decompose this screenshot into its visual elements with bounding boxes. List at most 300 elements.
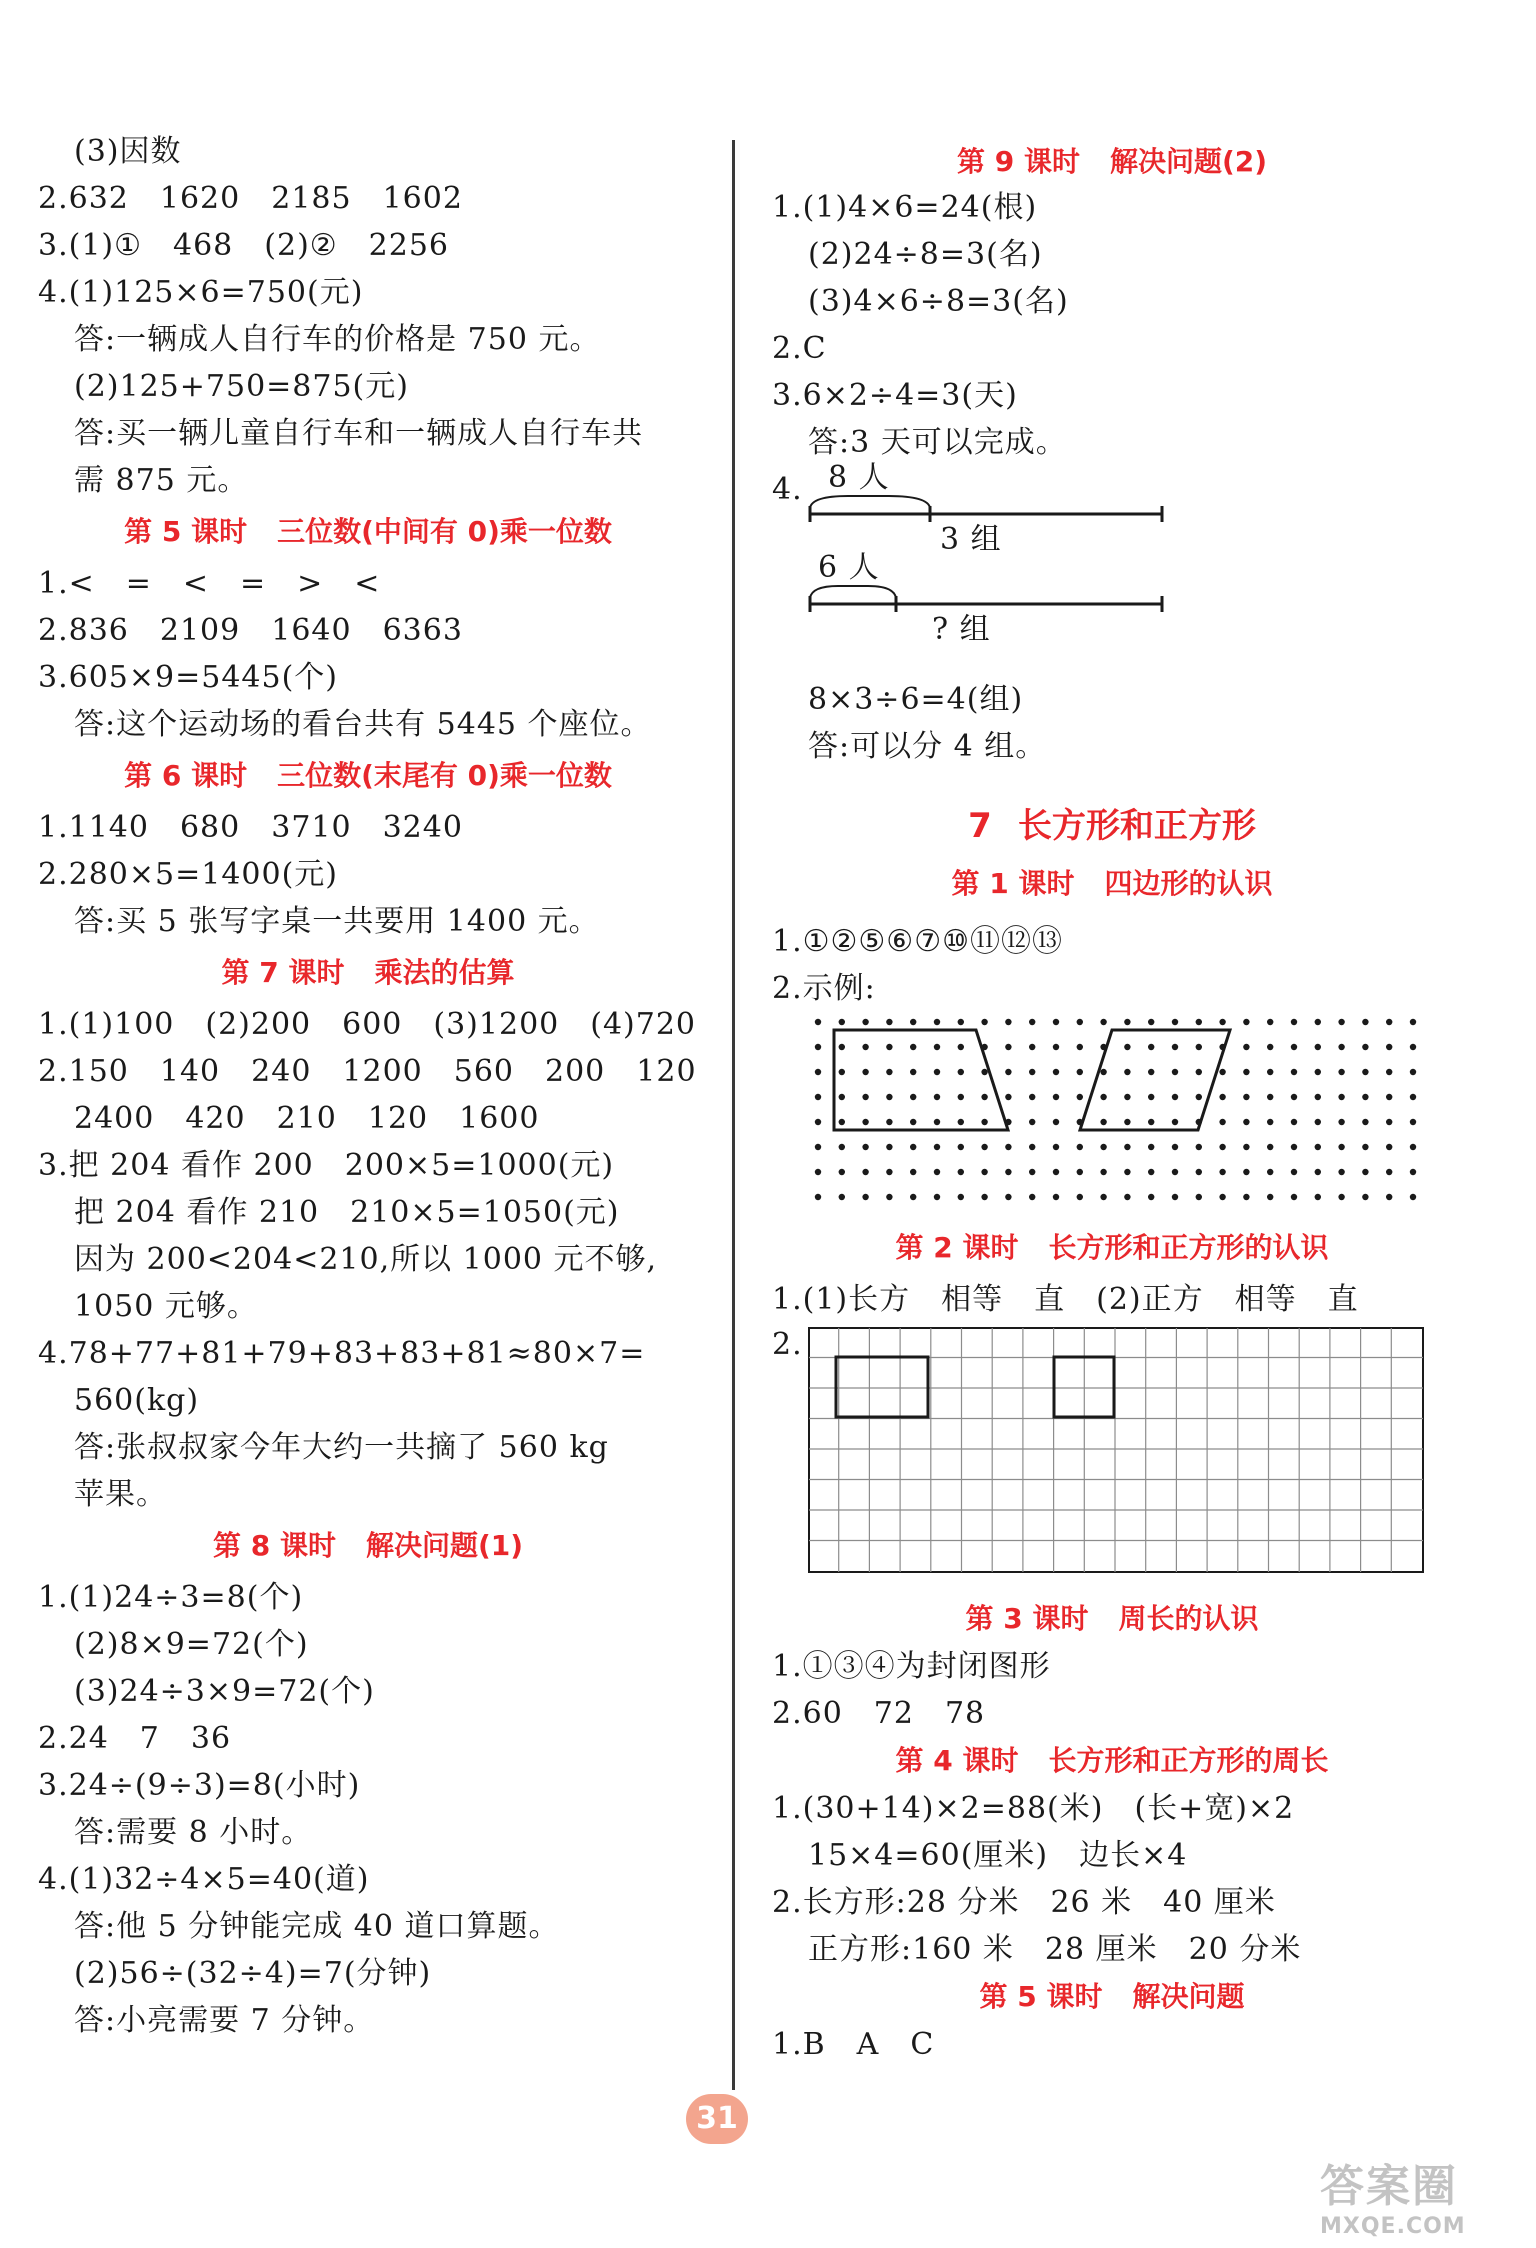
answer-line: 答:他 5 分钟能完成 40 道口算题。 bbox=[74, 1909, 560, 1944]
lesson-title: 三位数(中间有 0)乘一位数 bbox=[277, 515, 612, 548]
grid-dot bbox=[1410, 1119, 1416, 1125]
lesson-number: 第 1 课时 bbox=[951, 867, 1075, 900]
lesson-title: 乘法的估算 bbox=[374, 956, 515, 989]
grid-dot bbox=[934, 1044, 940, 1050]
grid-dot bbox=[862, 1194, 868, 1200]
answer-line: 答:3 天可以完成。 bbox=[808, 425, 1067, 460]
lesson-heading bbox=[772, 1595, 1452, 1643]
grid-dot bbox=[1243, 1069, 1249, 1075]
grid-dot bbox=[886, 1119, 892, 1125]
lesson-title: 四边形的认识 bbox=[1104, 867, 1273, 900]
grid-dot bbox=[1053, 1069, 1059, 1075]
answer-line: 需 875 元。 bbox=[74, 463, 249, 498]
grid-dot bbox=[1386, 1069, 1392, 1075]
grid-dot bbox=[862, 1144, 868, 1150]
grid-line-layer bbox=[809, 1328, 1423, 1572]
grid-dot bbox=[1410, 1194, 1416, 1200]
grid-dot bbox=[910, 1094, 916, 1100]
grid-dot bbox=[1338, 1019, 1344, 1025]
answer-line: 2.150 140 240 1200 560 200 120 bbox=[38, 1054, 697, 1089]
grid-dot bbox=[1219, 1144, 1225, 1150]
grid-dot bbox=[1005, 1194, 1011, 1200]
grid-dot bbox=[1267, 1044, 1273, 1050]
grid-dot bbox=[1267, 1069, 1273, 1075]
grid-dot bbox=[815, 1044, 821, 1050]
grid-dot bbox=[1386, 1119, 1392, 1125]
grid-dot bbox=[1053, 1169, 1059, 1175]
grid-dot bbox=[1291, 1019, 1297, 1025]
grid-dot bbox=[815, 1144, 821, 1150]
answer-line: 答:小亮需要 7 分钟。 bbox=[74, 2003, 375, 2038]
grid-dot bbox=[815, 1069, 821, 1075]
lesson-heading bbox=[772, 140, 1452, 184]
grid-dot bbox=[1029, 1144, 1035, 1150]
grid-dot bbox=[1077, 1019, 1083, 1025]
grid-dot bbox=[1029, 1044, 1035, 1050]
grid-dot bbox=[1219, 1194, 1225, 1200]
answer-line: 1.(30+14)×2=88(米) (长+宽)×2 bbox=[772, 1791, 1295, 1826]
grid-dot bbox=[1219, 1094, 1225, 1100]
grid-dot bbox=[1219, 1069, 1225, 1075]
grid-dot bbox=[1005, 1019, 1011, 1025]
answer-line: 2.632 1620 2185 1602 bbox=[38, 181, 463, 216]
answer-line: (2)56÷(32÷4)=7(分钟) bbox=[74, 1956, 432, 1991]
answer-line: 2.60 72 78 bbox=[772, 1696, 986, 1731]
grid-dot bbox=[958, 1169, 964, 1175]
grid-dot bbox=[1053, 1019, 1059, 1025]
lesson-number: 第 5 课时 bbox=[124, 515, 248, 548]
grid-dot bbox=[1362, 1044, 1368, 1050]
grid-dot bbox=[1148, 1119, 1154, 1125]
grid-dot bbox=[1100, 1019, 1106, 1025]
unit-title bbox=[772, 790, 1452, 862]
grid-dot bbox=[839, 1019, 845, 1025]
grid-dot bbox=[1291, 1094, 1297, 1100]
answer-line: (3)24÷3×9=72(个) bbox=[74, 1674, 375, 1709]
grid-dot bbox=[839, 1069, 845, 1075]
lesson-title: 解决问题(2) bbox=[1109, 145, 1268, 178]
answer-line: 2.280×5=1400(元) bbox=[38, 857, 338, 892]
grid-dot bbox=[1362, 1169, 1368, 1175]
answer-line: 3.24÷(9÷3)=8(小时) bbox=[38, 1768, 361, 1803]
lesson-title: 长方形和正方形的周长 bbox=[1048, 1744, 1329, 1777]
grid-dot bbox=[1005, 1094, 1011, 1100]
lesson-title: 解决问题 bbox=[1132, 1980, 1245, 2013]
answer-line: 答:一辆成人自行车的价格是 750 元。 bbox=[74, 322, 601, 357]
grid-dot bbox=[1196, 1094, 1202, 1100]
grid-dot bbox=[1386, 1144, 1392, 1150]
answer-line: 3.605×9=5445(个) bbox=[38, 660, 338, 695]
grid-dot bbox=[981, 1094, 987, 1100]
grid-dot bbox=[1243, 1044, 1249, 1050]
grid-dot bbox=[934, 1019, 940, 1025]
grid-dot bbox=[1243, 1119, 1249, 1125]
grid-dot bbox=[1386, 1094, 1392, 1100]
grid-dot bbox=[958, 1194, 964, 1200]
answer-line: 8×3÷6=4(组) bbox=[808, 682, 1024, 717]
grid-dot bbox=[934, 1194, 940, 1200]
grid-dot bbox=[1315, 1019, 1321, 1025]
unit-name: 长方形和正方形 bbox=[1017, 806, 1256, 846]
grid-dot bbox=[1267, 1194, 1273, 1200]
answer-line: 4.(1)125×6=750(元) bbox=[38, 275, 364, 310]
grid-dot bbox=[1386, 1019, 1392, 1025]
grid-dot bbox=[1291, 1044, 1297, 1050]
grid-dot bbox=[1219, 1169, 1225, 1175]
grid-dot bbox=[839, 1194, 845, 1200]
watermark-logo bbox=[1320, 2150, 1520, 2240]
grid-dot bbox=[1148, 1094, 1154, 1100]
grid-dot bbox=[1124, 1044, 1130, 1050]
grid-dot bbox=[910, 1019, 916, 1025]
right-column bbox=[772, 140, 1452, 2068]
grid-dot bbox=[1386, 1044, 1392, 1050]
grid-dot bbox=[886, 1044, 892, 1050]
grid-dot bbox=[1148, 1144, 1154, 1150]
grid-dot bbox=[958, 1044, 964, 1050]
grid-dot bbox=[1410, 1169, 1416, 1175]
grid-dot bbox=[1053, 1144, 1059, 1150]
answer-line: 答:张叔叔家今年大约一共摘了 560 kg bbox=[74, 1430, 609, 1465]
grid-dot bbox=[1029, 1194, 1035, 1200]
grid-dot bbox=[958, 1094, 964, 1100]
grid-dot bbox=[1053, 1194, 1059, 1200]
answer-line: 1.(1)4×6=24(根) bbox=[772, 190, 1038, 225]
grid-dot bbox=[1410, 1094, 1416, 1100]
grid-dot bbox=[1100, 1194, 1106, 1200]
unit-number: 7 bbox=[968, 806, 992, 846]
grid-dot bbox=[1077, 1044, 1083, 1050]
grid-dot bbox=[1172, 1094, 1178, 1100]
lesson-heading bbox=[772, 862, 1452, 906]
grid-dot bbox=[1243, 1144, 1249, 1150]
watermark-text: 答案圈 bbox=[1320, 2161, 1458, 2212]
lesson-number: 第 6 课时 bbox=[124, 759, 248, 792]
grid-dot bbox=[839, 1094, 845, 1100]
grid-dot bbox=[1243, 1019, 1249, 1025]
answer-line: 答:需要 8 小时。 bbox=[74, 1815, 313, 1850]
grid-dot bbox=[1291, 1144, 1297, 1150]
grid-dot bbox=[1172, 1119, 1178, 1125]
grid-dot bbox=[1077, 1169, 1083, 1175]
grid-dot bbox=[910, 1194, 916, 1200]
answer-line: 1.(1)100 (2)200 600 (3)1200 (4)720 bbox=[38, 1007, 696, 1042]
grid-dot bbox=[1148, 1044, 1154, 1050]
segment-diagram bbox=[772, 460, 1452, 676]
answer-line: 2.长方形:28 分米 26 米 40 厘米 bbox=[772, 1885, 1276, 1920]
grid-dot bbox=[1029, 1119, 1035, 1125]
grid-dot bbox=[1315, 1194, 1321, 1200]
grid-dot bbox=[910, 1169, 916, 1175]
square-grid-svg bbox=[808, 1327, 1428, 1577]
grid-dot bbox=[1196, 1169, 1202, 1175]
lesson-number: 第 3 课时 bbox=[965, 1602, 1089, 1635]
grid-dot bbox=[862, 1094, 868, 1100]
answer-line: 4.78+77+81+79+83+83+81≈80×7= bbox=[38, 1336, 646, 1371]
grid-dot bbox=[1100, 1094, 1106, 1100]
grid-dot bbox=[1053, 1119, 1059, 1125]
grid-dot bbox=[1124, 1144, 1130, 1150]
grid-dot bbox=[886, 1194, 892, 1200]
page-number-badge: 31 bbox=[686, 2094, 748, 2144]
answer-line: 把 204 看作 210 210×5=1050(元) bbox=[74, 1195, 620, 1230]
grid-dot bbox=[1124, 1119, 1130, 1125]
square-grid-block bbox=[772, 1327, 1452, 1581]
lesson-title: 长方形和正方形的认识 bbox=[1048, 1231, 1329, 1264]
grid-dot bbox=[934, 1069, 940, 1075]
grid-dot bbox=[1362, 1194, 1368, 1200]
answer-line: 1.1140 680 3710 3240 bbox=[38, 810, 463, 845]
grid-dot bbox=[1386, 1194, 1392, 1200]
grid-dot bbox=[1315, 1044, 1321, 1050]
grid-dot bbox=[1148, 1194, 1154, 1200]
lesson-title: 解决问题(1) bbox=[365, 1529, 524, 1562]
dot-layer bbox=[815, 1019, 1416, 1200]
grid-dot bbox=[1267, 1019, 1273, 1025]
grid-dot bbox=[1196, 1019, 1202, 1025]
grid-dot bbox=[1029, 1069, 1035, 1075]
answer-line: (2)125+750=875(元) bbox=[74, 369, 409, 404]
answer-line: 因为 200<204<210,所以 1000 元不够, bbox=[74, 1242, 658, 1277]
grid-dot bbox=[1100, 1144, 1106, 1150]
grid-dot bbox=[1338, 1144, 1344, 1150]
answer-line: 1050 元够。 bbox=[74, 1289, 258, 1324]
answer-line: 2400 420 210 120 1600 bbox=[74, 1101, 540, 1136]
square-grid-figure bbox=[808, 1327, 1452, 1581]
grid-dot bbox=[862, 1044, 868, 1050]
grid-dot bbox=[1386, 1169, 1392, 1175]
question-number: 4. bbox=[772, 472, 803, 507]
grid-dot bbox=[1267, 1094, 1273, 1100]
grid-dot bbox=[1338, 1044, 1344, 1050]
trapezoid-shape bbox=[834, 1030, 1008, 1130]
grid-dot bbox=[815, 1094, 821, 1100]
lesson-number: 第 7 课时 bbox=[221, 956, 345, 989]
answer-line: 2.836 2109 1640 6363 bbox=[38, 613, 463, 648]
grid-dot bbox=[1315, 1169, 1321, 1175]
grid-dot bbox=[1291, 1194, 1297, 1200]
grid-dot bbox=[910, 1044, 916, 1050]
grid-dot bbox=[1124, 1019, 1130, 1025]
grid-dot bbox=[1053, 1094, 1059, 1100]
grid-dot bbox=[1196, 1044, 1202, 1050]
grid-dot bbox=[1100, 1069, 1106, 1075]
lesson-heading bbox=[772, 1737, 1452, 1785]
answer-line: (3)因数 bbox=[74, 134, 182, 169]
grid-dot bbox=[1243, 1194, 1249, 1200]
grid-dot bbox=[1005, 1169, 1011, 1175]
grid-dot bbox=[1338, 1119, 1344, 1125]
answer-line: 2.C bbox=[772, 331, 827, 366]
answer-line: 答:买 5 张写字桌一共要用 1400 元。 bbox=[74, 904, 600, 939]
question-number: 2. bbox=[772, 1327, 803, 1362]
answer-line: 1.B A C bbox=[772, 2027, 935, 2062]
answer-line: 答:可以分 4 组。 bbox=[808, 729, 1047, 764]
grid-dot bbox=[1172, 1194, 1178, 1200]
grid-dot bbox=[886, 1169, 892, 1175]
grid-dot bbox=[934, 1169, 940, 1175]
label-3-groups: 3 组 bbox=[940, 522, 1002, 557]
answer-line: (2)8×9=72(个) bbox=[74, 1627, 309, 1662]
answer-line: 560(kg) bbox=[74, 1383, 200, 1418]
lesson-number: 第 9 课时 bbox=[956, 145, 1080, 178]
grid-dot bbox=[1005, 1069, 1011, 1075]
grid-dot bbox=[1077, 1194, 1083, 1200]
grid-dot bbox=[934, 1144, 940, 1150]
grid-dot bbox=[1362, 1019, 1368, 1025]
grid-dot bbox=[1362, 1119, 1368, 1125]
lesson-number: 第 8 课时 bbox=[212, 1529, 336, 1562]
grid-dot bbox=[981, 1069, 987, 1075]
grid-dot bbox=[1219, 1019, 1225, 1025]
grid-dot bbox=[1291, 1119, 1297, 1125]
answer-line: 答:买一辆儿童自行车和一辆成人自行车共 bbox=[74, 416, 644, 451]
answer-line: 4.(1)32÷4×5=40(道) bbox=[38, 1862, 370, 1897]
answer-line: 2.24 7 36 bbox=[38, 1721, 232, 1756]
grid-dot bbox=[934, 1119, 940, 1125]
grid-dot bbox=[839, 1119, 845, 1125]
label-6-people: 6 人 bbox=[818, 550, 880, 585]
grid-dot bbox=[1124, 1069, 1130, 1075]
grid-dot bbox=[1124, 1094, 1130, 1100]
grid-dot bbox=[1315, 1094, 1321, 1100]
answer-line: 15×4=60(厘米) 边长×4 bbox=[808, 1838, 1188, 1873]
grid-dot bbox=[1315, 1069, 1321, 1075]
grid-dot bbox=[1029, 1019, 1035, 1025]
lesson-heading bbox=[38, 748, 698, 804]
answer-line: 3.6×2÷4=3(天) bbox=[772, 378, 1018, 413]
grid-dot bbox=[1100, 1169, 1106, 1175]
grid-dot bbox=[815, 1169, 821, 1175]
lesson-title: 三位数(末尾有 0)乘一位数 bbox=[277, 759, 612, 792]
grid-dot bbox=[1172, 1044, 1178, 1050]
grid-dot bbox=[1243, 1094, 1249, 1100]
grid-dot bbox=[1005, 1144, 1011, 1150]
lesson-title: 周长的认识 bbox=[1118, 1602, 1259, 1635]
grid-dot bbox=[1338, 1094, 1344, 1100]
grid-dot bbox=[981, 1194, 987, 1200]
grid-dot bbox=[815, 1119, 821, 1125]
grid-dot bbox=[886, 1144, 892, 1150]
grid-dot bbox=[981, 1144, 987, 1150]
left-column bbox=[38, 128, 698, 2044]
answer-line: 3.把 204 看作 200 200×5=1000(元) bbox=[38, 1148, 615, 1183]
grid-dot bbox=[1267, 1169, 1273, 1175]
grid-dot bbox=[1148, 1069, 1154, 1075]
grid-dot bbox=[1005, 1044, 1011, 1050]
grid-dot bbox=[886, 1094, 892, 1100]
grid-dot bbox=[1267, 1144, 1273, 1150]
lesson-number: 第 5 课时 bbox=[979, 1980, 1103, 2013]
answer-line: 1.(1)长方 相等 直 (2)正方 相等 直 bbox=[772, 1282, 1359, 1317]
dot-grid-svg bbox=[812, 1016, 1432, 1206]
grid-dot bbox=[1148, 1019, 1154, 1025]
grid-dot bbox=[1077, 1069, 1083, 1075]
grid-dot bbox=[1172, 1169, 1178, 1175]
grid-dot bbox=[910, 1119, 916, 1125]
grid-dot bbox=[1172, 1019, 1178, 1025]
grid-dot bbox=[1410, 1069, 1416, 1075]
grid-dot bbox=[910, 1069, 916, 1075]
grid-dot bbox=[1124, 1194, 1130, 1200]
grid-dot bbox=[958, 1019, 964, 1025]
grid-dot bbox=[910, 1144, 916, 1150]
grid-dot bbox=[1291, 1069, 1297, 1075]
grid-dot bbox=[1338, 1194, 1344, 1200]
grid-dot bbox=[1410, 1144, 1416, 1150]
answer-line: 1.①②⑤⑥⑦⑩⑪⑫⑬ bbox=[772, 924, 1063, 959]
rectangle-shape bbox=[836, 1357, 928, 1417]
grid-dot bbox=[958, 1144, 964, 1150]
lesson-heading bbox=[772, 1973, 1452, 2021]
grid-dot bbox=[958, 1069, 964, 1075]
grid-dot bbox=[981, 1019, 987, 1025]
grid-dot bbox=[1196, 1069, 1202, 1075]
grid-dot bbox=[1267, 1119, 1273, 1125]
answer-line: (3)4×6÷8=3(名) bbox=[808, 284, 1069, 319]
grid-dot bbox=[839, 1144, 845, 1150]
grid-dot bbox=[862, 1069, 868, 1075]
grid-dot bbox=[1077, 1094, 1083, 1100]
grid-dot bbox=[815, 1194, 821, 1200]
answer-line: 1.< = < = > < bbox=[38, 566, 381, 601]
lesson-heading bbox=[38, 1518, 698, 1574]
grid-dot bbox=[1315, 1144, 1321, 1150]
label-unknown-groups: ? 组 bbox=[932, 612, 991, 647]
grid-dot bbox=[1362, 1144, 1368, 1150]
grid-dot bbox=[1029, 1094, 1035, 1100]
lesson-heading bbox=[772, 1220, 1452, 1276]
grid-dot bbox=[1410, 1044, 1416, 1050]
answer-line: 1.(1)24÷3=8(个) bbox=[38, 1580, 304, 1615]
grid-dot bbox=[1410, 1019, 1416, 1025]
grid-dot bbox=[1362, 1069, 1368, 1075]
label-8-people: 8 人 bbox=[828, 460, 890, 495]
grid-dot bbox=[839, 1044, 845, 1050]
answer-line: 正方形:160 米 28 厘米 20 分米 bbox=[808, 1932, 1302, 1967]
grid-dot bbox=[1243, 1169, 1249, 1175]
grid-dot bbox=[1053, 1044, 1059, 1050]
grid-dot bbox=[1196, 1194, 1202, 1200]
grid-dot bbox=[1029, 1169, 1035, 1175]
grid-dot bbox=[1124, 1169, 1130, 1175]
dot-grid-figure bbox=[812, 1016, 1452, 1210]
grid-dot bbox=[862, 1169, 868, 1175]
grid-dot bbox=[1338, 1169, 1344, 1175]
grid-dot bbox=[1219, 1119, 1225, 1125]
lesson-number: 第 2 课时 bbox=[895, 1231, 1019, 1264]
answer-line: 2.示例: bbox=[772, 971, 876, 1006]
grid-dot bbox=[1172, 1069, 1178, 1075]
grid-dot bbox=[1196, 1144, 1202, 1150]
grid-dot bbox=[981, 1119, 987, 1125]
grid-dot bbox=[1100, 1119, 1106, 1125]
grid-dot bbox=[1362, 1094, 1368, 1100]
column-divider bbox=[732, 140, 735, 2090]
answer-line: 苹果。 bbox=[74, 1477, 167, 1512]
grid-dot bbox=[981, 1169, 987, 1175]
grid-dot bbox=[1291, 1169, 1297, 1175]
answer-line: 1.①③④为封闭图形 bbox=[772, 1649, 1051, 1684]
grid-dot bbox=[862, 1119, 868, 1125]
grid-dot bbox=[1077, 1144, 1083, 1150]
answer-line: 3.(1)① 468 (2)② 2256 bbox=[38, 228, 450, 263]
grid-dot bbox=[839, 1169, 845, 1175]
answer-line: (2)24÷8=3(名) bbox=[808, 237, 1043, 272]
grid-dot bbox=[934, 1094, 940, 1100]
answer-line: 答:这个运动场的看台共有 5445 个座位。 bbox=[74, 707, 652, 742]
grid-dot bbox=[886, 1069, 892, 1075]
